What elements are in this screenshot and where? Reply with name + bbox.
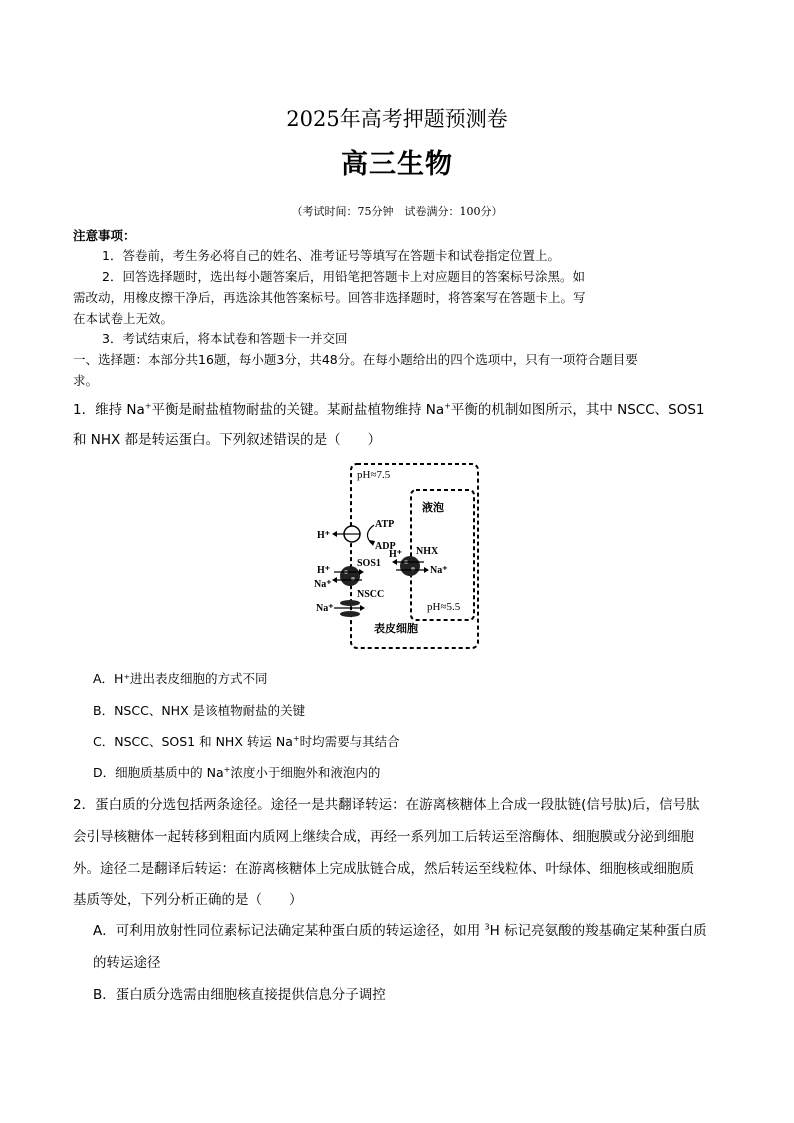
question-1-option-c: C．NSCC、SOS1 和 NHX 转运 Na+时均需要与其结合 bbox=[93, 733, 400, 749]
question-1-stem: 1．维持 Na+平衡是耐盐植物耐盐的关键。某耐盐植物维持 Na+平衡的机制如图所示，其中 NSCC、SOS1 bbox=[73, 401, 705, 418]
exam-info: （考试时间：75分钟 试卷满分：100分） bbox=[291, 205, 503, 218]
question-1-stem-cont: 和 NHX 都是转运蛋白。下列叙述错误的是（ ） bbox=[73, 432, 382, 448]
notice-line-2a: 2．回答选择题时，选出每小题答案后，用铅笔把答题卡上对应题目的答案标号涂黑。如 bbox=[102, 269, 585, 284]
notice-heading: 注意事项： bbox=[73, 228, 136, 243]
section-1-intro-cont: 求。 bbox=[73, 373, 99, 388]
cell-label: 表皮细胞 bbox=[374, 623, 418, 635]
question-2-line-2: 会引导核糖体一起转移到粗面内质网上继续合成，再经一系列加工后转运至溶酶体、细胞膜或分泌到细胞 bbox=[73, 829, 694, 845]
sos1-transporter-icon bbox=[340, 566, 360, 586]
na-label-sos1: Na⁺ bbox=[314, 579, 332, 590]
subject-title: 高三生物 bbox=[341, 149, 453, 180]
h-label-sos1: H⁺ bbox=[317, 565, 331, 576]
notice-line-3: 3．考试结束后，将本试卷和答题卡一并交回 bbox=[102, 331, 348, 346]
question-2-line-3: 外。途径二是翻译后转运：在游离核糖体上完成肽链合成，然后转运至线粒体、叶绿体、细胞核或细胞质 bbox=[73, 861, 694, 877]
question-1-option-b: B．NSCC、NHX 是该植物耐盐的关键 bbox=[93, 703, 306, 718]
h-label-pump: H⁺ bbox=[317, 530, 331, 541]
notice-line-2b: 需改动，用橡皮擦干净后，再选涂其他答案标号。回答非选择题时，将答案写在答题卡上。写 bbox=[73, 290, 586, 305]
nhx-label: NHX bbox=[416, 546, 439, 557]
na-label-nhx: Na⁺ bbox=[430, 565, 448, 576]
vacuole-label: 液泡 bbox=[422, 502, 444, 514]
na-balance-diagram bbox=[312, 462, 482, 650]
ph-vacuole-label: pH≈5.5 bbox=[427, 601, 461, 613]
question-2-option-b: B．蛋白质分选需由细胞核直接提供信息分子调控 bbox=[93, 987, 386, 1003]
sos1-label: SOS1 bbox=[357, 558, 381, 569]
exam-title: 2025年高考押题预测卷 bbox=[286, 107, 508, 131]
section-1-intro: 一、选择题：本部分共16题，每小题3分，共48分。在每小题给出的四个选项中，只有一项符合题目要 bbox=[73, 352, 638, 367]
question-2-option-a: A．可利用放射性同位素标记法确定某种蛋白质的转运途径，如用 $^3$H 标记亮氨酸的羧基确定某种蛋白质 bbox=[93, 922, 707, 939]
adp-label: ADP bbox=[375, 541, 396, 552]
question-2-line-1: 2．蛋白质的分选包括两条途径。途径一是共翻译转运：在游离核糖体上合成一段肽链(信号肽)后，信号肽 bbox=[73, 797, 700, 813]
nscc-channel-icon bbox=[340, 600, 360, 606]
ph-outer-label: pH≈7.5 bbox=[357, 469, 391, 481]
nhx-transporter-icon bbox=[400, 556, 420, 576]
na-label-nscc: Na⁺ bbox=[316, 603, 334, 614]
question-2-option-a-cont: 的转运途径 bbox=[93, 955, 161, 971]
question-1-option-a: A．H⁺进出表皮细胞的方式不同 bbox=[93, 671, 268, 686]
question-2-line-4: 基质等处，下列分析正确的是（ ） bbox=[73, 892, 303, 908]
nscc-label: NSCC bbox=[357, 589, 385, 600]
notice-line-2c: 在本试卷上无效。 bbox=[73, 311, 174, 326]
notice-line-1: 1．答卷前，考生务必将自己的姓名、准考证号等填写在答题卡和试卷指定位置上。 bbox=[102, 248, 560, 263]
atp-label: ATP bbox=[375, 519, 395, 530]
h-label-nhx: H⁺ bbox=[389, 549, 403, 560]
question-1-option-d: D．细胞质基质中的 Na+浓度小于细胞外和液泡内的 bbox=[93, 764, 381, 780]
